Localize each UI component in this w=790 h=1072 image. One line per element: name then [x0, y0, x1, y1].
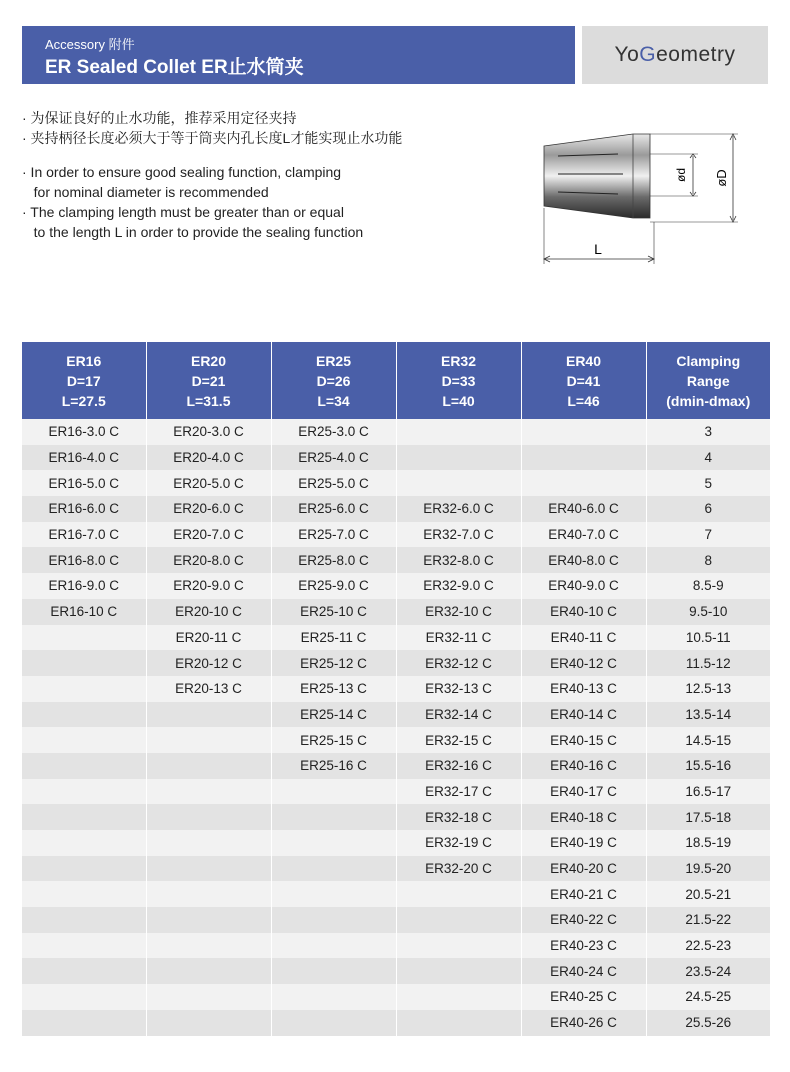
collet-code-cell [271, 1010, 396, 1036]
collet-body [544, 134, 650, 218]
collet-code-cell: ER32-13 C [396, 676, 521, 702]
collet-code-cell: ER16-10 C [22, 599, 146, 625]
collet-code-cell [146, 933, 271, 959]
collet-code-cell [271, 958, 396, 984]
table-header [22, 342, 770, 419]
collet-code-cell: ER20-7.0 C [146, 522, 271, 548]
collet-code-cell: ER25-11 C [271, 625, 396, 651]
table-row [22, 984, 770, 1010]
collet-code-cell: ER20-10 C [146, 599, 271, 625]
table-row [22, 958, 770, 984]
collet-code-cell [146, 856, 271, 882]
collet-code-cell [271, 779, 396, 805]
clamping-range-cell: 7 [646, 522, 770, 548]
brand-logo-text: YoGeometry [614, 43, 736, 66]
collet-code-cell [146, 881, 271, 907]
header-line: ER40 [565, 352, 602, 369]
note-zh-1: · 为保证良好的止水功能，推荐采用定径夹持 [22, 110, 297, 126]
collet-code-cell: ER32-19 C [396, 830, 521, 856]
usage-notes [22, 108, 402, 242]
collet-code-cell: ER32-9.0 C [396, 573, 521, 599]
brand-logo [582, 26, 768, 84]
collet-code-cell: ER25-3.0 C [271, 419, 396, 445]
collet-code-cell [146, 830, 271, 856]
clamping-range-cell: 8 [646, 547, 770, 573]
collet-code-cell: ER40-17 C [521, 779, 646, 805]
clamping-range-cell: 3 [646, 419, 770, 445]
collet-code-cell: ER32-17 C [396, 779, 521, 805]
collet-code-cell: ER16-4.0 C [22, 445, 146, 471]
table-row [22, 933, 770, 959]
collet-code-cell: ER40-23 C [521, 933, 646, 959]
table-row [22, 522, 770, 548]
clamping-range-cell: 14.5-15 [646, 727, 770, 753]
table-row [22, 676, 770, 702]
collet-code-cell: ER40-11 C [521, 625, 646, 651]
diameter-d-label: ød [674, 167, 688, 183]
collet-code-cell [396, 984, 521, 1010]
table-row [22, 779, 770, 805]
collet-code-cell: ER20-5.0 C [146, 470, 271, 496]
table-row [22, 547, 770, 573]
collet-code-cell [22, 753, 146, 779]
table-row [22, 625, 770, 651]
collet-code-cell [521, 470, 646, 496]
collet-code-cell: ER40-12 C [521, 650, 646, 676]
header-line: Clamping [676, 352, 741, 369]
collet-code-cell [521, 445, 646, 471]
header-line: L=40 [442, 392, 475, 409]
header-line: ER16 [66, 352, 102, 369]
collet-code-cell: ER40-8.0 C [521, 547, 646, 573]
collet-code-cell: ER20-12 C [146, 650, 271, 676]
collet-code-cell: ER32-10 C [396, 599, 521, 625]
collet-code-cell [271, 984, 396, 1010]
header-clamping-range [646, 342, 770, 419]
collet-code-cell: ER40-16 C [521, 753, 646, 779]
collet-code-cell: ER32-16 C [396, 753, 521, 779]
table-row [22, 856, 770, 882]
collet-code-cell: ER16-5.0 C [22, 470, 146, 496]
collet-code-cell: ER40-20 C [521, 856, 646, 882]
collet-code-cell [22, 702, 146, 728]
collet-code-cell [22, 907, 146, 933]
collet-code-cell: ER32-14 C [396, 702, 521, 728]
collet-code-cell [396, 958, 521, 984]
table-row [22, 753, 770, 779]
table-row [22, 650, 770, 676]
clamping-range-cell: 4 [646, 445, 770, 471]
diameter-D-label: øD [714, 169, 729, 187]
clamping-range-cell: 8.5-9 [646, 573, 770, 599]
collet-code-cell: ER25-5.0 C [271, 470, 396, 496]
table-row [22, 445, 770, 471]
clamping-range-cell: 25.5-26 [646, 1010, 770, 1036]
collet-code-cell: ER40-21 C [521, 881, 646, 907]
collet-code-cell: ER40-7.0 C [521, 522, 646, 548]
clamping-range-cell: 24.5-25 [646, 984, 770, 1010]
clamping-range-cell: 16.5-17 [646, 779, 770, 805]
header-size-er40 [521, 342, 646, 419]
collet-code-cell [146, 702, 271, 728]
clamping-range-cell: 12.5-13 [646, 676, 770, 702]
collet-code-cell: ER25-15 C [271, 727, 396, 753]
collet-code-cell: ER40-22 C [521, 907, 646, 933]
clamping-range-cell: 21.5-22 [646, 907, 770, 933]
collet-code-cell [22, 804, 146, 830]
table-row [22, 804, 770, 830]
table-row [22, 1010, 770, 1036]
collet-code-cell: ER20-3.0 C [146, 419, 271, 445]
collet-code-cell: ER40-10 C [521, 599, 646, 625]
collet-code-cell: ER32-18 C [396, 804, 521, 830]
clamping-range-cell: 10.5-11 [646, 625, 770, 651]
collet-code-cell: ER25-9.0 C [271, 573, 396, 599]
collet-code-cell: ER40-25 C [521, 984, 646, 1010]
header-line: D=33 [441, 372, 476, 389]
collet-code-cell: ER25-10 C [271, 599, 396, 625]
collet-code-cell: ER20-13 C [146, 676, 271, 702]
table-header-row [22, 342, 770, 419]
table-row [22, 830, 770, 856]
clamping-range-cell: 20.5-21 [646, 881, 770, 907]
clamping-range-cell: 23.5-24 [646, 958, 770, 984]
collet-code-cell: ER32-6.0 C [396, 496, 521, 522]
collet-code-cell [396, 445, 521, 471]
table-row [22, 573, 770, 599]
length-L-label: L [594, 241, 602, 257]
collet-code-cell [22, 958, 146, 984]
collet-code-cell [271, 933, 396, 959]
collet-code-cell [271, 830, 396, 856]
collet-code-cell: ER20-9.0 C [146, 573, 271, 599]
clamping-range-cell: 19.5-20 [646, 856, 770, 882]
collet-code-cell: ER40-24 C [521, 958, 646, 984]
header-line: L=46 [567, 392, 600, 409]
page-title: ER Sealed Collet ER止水筒夹 [45, 57, 304, 78]
collet-code-cell: ER32-8.0 C [396, 547, 521, 573]
collet-code-cell [146, 727, 271, 753]
header-line: L=31.5 [186, 392, 231, 409]
collet-code-cell [146, 984, 271, 1010]
clamping-range-cell: 22.5-23 [646, 933, 770, 959]
header-line: D=17 [66, 372, 101, 389]
collet-code-cell [396, 907, 521, 933]
clamping-range-cell: 11.5-12 [646, 650, 770, 676]
table-row [22, 419, 770, 445]
header-line: D=21 [191, 372, 226, 389]
collet-code-cell [146, 804, 271, 830]
header-line: ER32 [440, 352, 477, 369]
header-line: ER20 [190, 352, 227, 369]
collet-code-cell: ER25-4.0 C [271, 445, 396, 471]
collet-code-cell [271, 907, 396, 933]
clamping-range-cell: 13.5-14 [646, 702, 770, 728]
collet-code-cell: ER32-20 C [396, 856, 521, 882]
collet-code-cell: ER20-4.0 C [146, 445, 271, 471]
collet-code-cell: ER16-8.0 C [22, 547, 146, 573]
table-row [22, 470, 770, 496]
table-row [22, 727, 770, 753]
header-size-er25 [271, 342, 396, 419]
collet-code-cell [146, 907, 271, 933]
collet-code-cell: ER20-6.0 C [146, 496, 271, 522]
note-zh-2: · 夹持柄径长度必须大于等于筒夹内孔长度L才能实现止水功能 [22, 130, 403, 146]
collet-code-cell [271, 804, 396, 830]
header-line: D=26 [316, 372, 351, 389]
collet-code-cell: ER20-8.0 C [146, 547, 271, 573]
collet-code-cell [22, 830, 146, 856]
collet-code-cell [396, 881, 521, 907]
collet-code-cell: ER40-18 C [521, 804, 646, 830]
collet-code-cell: ER32-7.0 C [396, 522, 521, 548]
note-en-1: · In order to ensure good sealing function, clamping [22, 164, 342, 180]
collet-code-cell [22, 984, 146, 1010]
collet-code-cell: ER25-14 C [271, 702, 396, 728]
collet-code-cell: ER32-12 C [396, 650, 521, 676]
note-en-3: · The clamping length must be greater than or equal [22, 204, 344, 220]
collet-code-cell [22, 727, 146, 753]
header-line: ER25 [315, 352, 352, 369]
collet-code-cell: ER40-19 C [521, 830, 646, 856]
clamping-range-cell: 5 [646, 470, 770, 496]
collet-code-cell [521, 419, 646, 445]
header-line: L=34 [317, 392, 350, 409]
collet-code-cell [146, 753, 271, 779]
collet-code-cell: ER16-9.0 C [22, 573, 146, 599]
collet-code-cell: ER25-8.0 C [271, 547, 396, 573]
collet-code-cell: ER25-6.0 C [271, 496, 396, 522]
collet-table [22, 342, 770, 1036]
table-row [22, 881, 770, 907]
header-line: Range [686, 372, 730, 389]
collet-code-cell: ER25-16 C [271, 753, 396, 779]
header-size-er16 [22, 342, 146, 419]
header-size-er20 [146, 342, 271, 419]
table-row [22, 907, 770, 933]
collet-diagram [538, 126, 763, 266]
header-size-er32 [396, 342, 521, 419]
collet-code-cell: ER25-13 C [271, 676, 396, 702]
header-line: L=27.5 [61, 392, 106, 409]
clamping-range-cell: 6 [646, 496, 770, 522]
collet-code-cell: ER16-3.0 C [22, 419, 146, 445]
note-en-2: for nominal diameter is recommended [22, 184, 269, 200]
collet-code-cell: ER40-15 C [521, 727, 646, 753]
header-subtitle: Accessory 附件 [45, 37, 135, 52]
clamping-range-cell: 18.5-19 [646, 830, 770, 856]
table-row [22, 702, 770, 728]
collet-code-cell [22, 779, 146, 805]
collet-code-cell: ER25-7.0 C [271, 522, 396, 548]
clamping-range-cell: 17.5-18 [646, 804, 770, 830]
collet-code-cell [22, 856, 146, 882]
collet-code-cell [271, 881, 396, 907]
collet-code-cell [146, 958, 271, 984]
collet-code-cell [22, 1010, 146, 1036]
collet-code-cell [22, 933, 146, 959]
collet-code-cell [396, 419, 521, 445]
clamping-range-cell: 15.5-16 [646, 753, 770, 779]
table-body [22, 419, 770, 1036]
collet-code-cell [146, 779, 271, 805]
collet-code-cell: ER16-6.0 C [22, 496, 146, 522]
collet-code-cell: ER20-11 C [146, 625, 271, 651]
collet-code-cell: ER25-12 C [271, 650, 396, 676]
header-line: D=41 [566, 372, 601, 389]
collet-code-cell [396, 1010, 521, 1036]
collet-code-cell [271, 856, 396, 882]
collet-code-cell: ER32-15 C [396, 727, 521, 753]
collet-code-cell [22, 650, 146, 676]
header-banner [22, 26, 575, 84]
collet-code-cell [396, 470, 521, 496]
table-row [22, 496, 770, 522]
header-line: (dmin-dmax) [666, 392, 751, 409]
collet-code-cell: ER40-26 C [521, 1010, 646, 1036]
collet-code-cell: ER32-11 C [396, 625, 521, 651]
collet-code-cell: ER40-9.0 C [521, 573, 646, 599]
collet-code-cell [22, 881, 146, 907]
collet-code-cell [146, 1010, 271, 1036]
collet-code-cell [22, 625, 146, 651]
collet-code-cell [396, 933, 521, 959]
table-row [22, 599, 770, 625]
collet-code-cell: ER16-7.0 C [22, 522, 146, 548]
collet-code-cell: ER40-13 C [521, 676, 646, 702]
collet-code-cell [22, 676, 146, 702]
note-en-4: to the length L in order to provide the sealing function [22, 224, 364, 240]
collet-code-cell: ER40-14 C [521, 702, 646, 728]
collet-code-cell: ER40-6.0 C [521, 496, 646, 522]
clamping-range-cell: 9.5-10 [646, 599, 770, 625]
